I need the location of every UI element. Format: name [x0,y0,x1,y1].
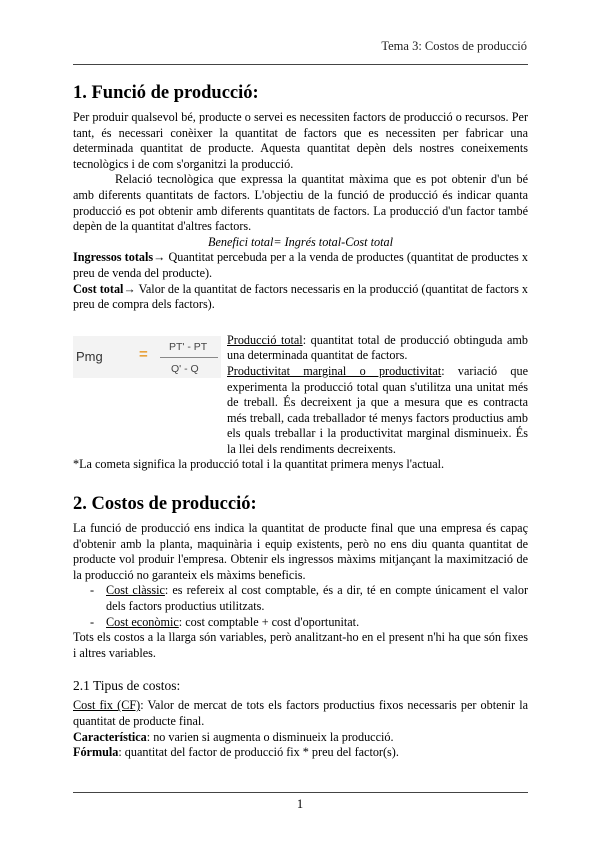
cost-fix-text: : Valor de mercat de tots els factors productius fixos necessaris per obtenir la quantitat de producte final. [73,698,529,728]
caracteristica-text: : no varien si augmenta o disminueix la producció. [146,729,394,744]
cost-classic-term: Cost clàssic [106,583,165,598]
list-dash: - [90,583,95,598]
benefit-formula: Benefici total= Ingrés total-Cost total [208,234,393,249]
section-2-paragraph-1: La funció de producció ens indica la quantitat de producte final que una empresa és capaç d'obtenir amb la planta, maquinària i equip existents, però no ens diu quanta quantitat de producte vol produir l'empresa. Obtenir els ingressos màxims mitjançant la maximització de la producció no garanteix els màxims beneficis. [73,521,528,582]
list-item [73,615,528,631]
footer-rule [73,792,528,793]
list-dash: - [90,614,95,629]
section-2-heading: 2. Costos de producció: [73,494,257,515]
section-2-paragraph-2: Tots els costos a la llarga són variables, però analitzant-ho en el present n'hi ha que són fixes i altres variables. [73,630,528,660]
produccio-total-term: Producció total [227,332,303,347]
cost-economic-term: Cost econòmic [106,614,179,629]
page-header: Tema 3: Costos de producció [381,39,527,53]
formula-equals: = [139,345,148,363]
section-2-1-heading: 2.1 Tipus de costos: [73,678,181,694]
page-number: 1 [296,797,304,811]
productivitat-marginal-text: : variació que experimenta la producció total quan s'utilitza una unitat més de treball. És decreixent ja que a mesura que es contracta més treball, cada treballador té menys factors productius amb els quals treballar i la productivitat marginal disminueix. És la llei dels rendiments decreixents. [227,363,528,456]
ingressos-definition [73,250,528,281]
pmg-formula-image [73,336,221,378]
cost-total-definition [73,282,528,313]
formula-fraction-line [160,357,218,358]
ingressos-term: Ingressos totals [73,250,154,265]
section-1-paragraph-1: Per produir qualsevol bé, producte o servei es necessiten factors de producció o recursos. Per tant, és necessari conèixer la quantitat de factors que es necessiten per fabricar una determinada quantitat de producte. Aquesta quantitat depèn dels nostres coneixements tecnològics i de com s'organitzi la producció. [73,110,528,171]
cost-total-text: → Valor de la quantitat de factors necessaris en la producció (quantitat de factors x preu de compra dels factors). [73,281,528,312]
formula-text: : quantitat del factor de producció fix * preu del factor(s). [118,745,399,760]
produccio-total-definition [227,333,528,364]
header-rule [73,64,528,65]
ingressos-text: → Quantitat percebuda per a la venda de productes (quantitat de productes x preu de venda del producte). [73,250,528,280]
formula-term: Fórmula [73,745,119,760]
section-1-heading: 1. Funció de producció: [73,83,259,103]
cost-classic-text: : es refereix al cost comptable, és a dir, té en compte únicament el valor dels factors productius utilitzats. [106,583,528,614]
caracteristica-line [73,730,528,746]
cost-economic-text: : cost comptable + cost d'oportunitat. [178,614,360,629]
cost-types-list [73,583,528,630]
productivitat-marginal-term: Productivitat marginal o productivitat [227,363,442,378]
marginal-productivity-block [73,333,528,458]
cost-fix-definition [73,698,528,729]
cost-fix-term: Cost fix (CF) [73,698,141,713]
productivitat-marginal-definition [227,364,528,458]
cometa-note: *La cometa significa la producció total i la quantitat primera menys l'actual. [73,457,445,472]
section-1-paragraph-2: Relació tecnològica que expressa la quantitat màxima que es pot obtenir d'un bé amb diferents quantitats de factors. L'objectiu de la funció de producció és indicar quanta producció es pot obtenir amb diferents quantitats de factors. La producció d'un factor també depèn de la quantitat d'altres factors. [73,172,528,234]
produccio-total-text: : quantitat total de producció obtinguda amb una determinada quantitat de factors. [227,332,528,363]
formula-denominator: Q' - Q [171,362,199,375]
caracteristica-term: Característica [73,729,147,744]
formula-line [73,745,528,761]
formula-lhs: Pmg [76,348,103,364]
list-item [73,583,528,614]
page-content [73,82,528,761]
formula-numerator: PT' - PT [169,340,208,353]
cost-total-term: Cost total [73,281,124,296]
